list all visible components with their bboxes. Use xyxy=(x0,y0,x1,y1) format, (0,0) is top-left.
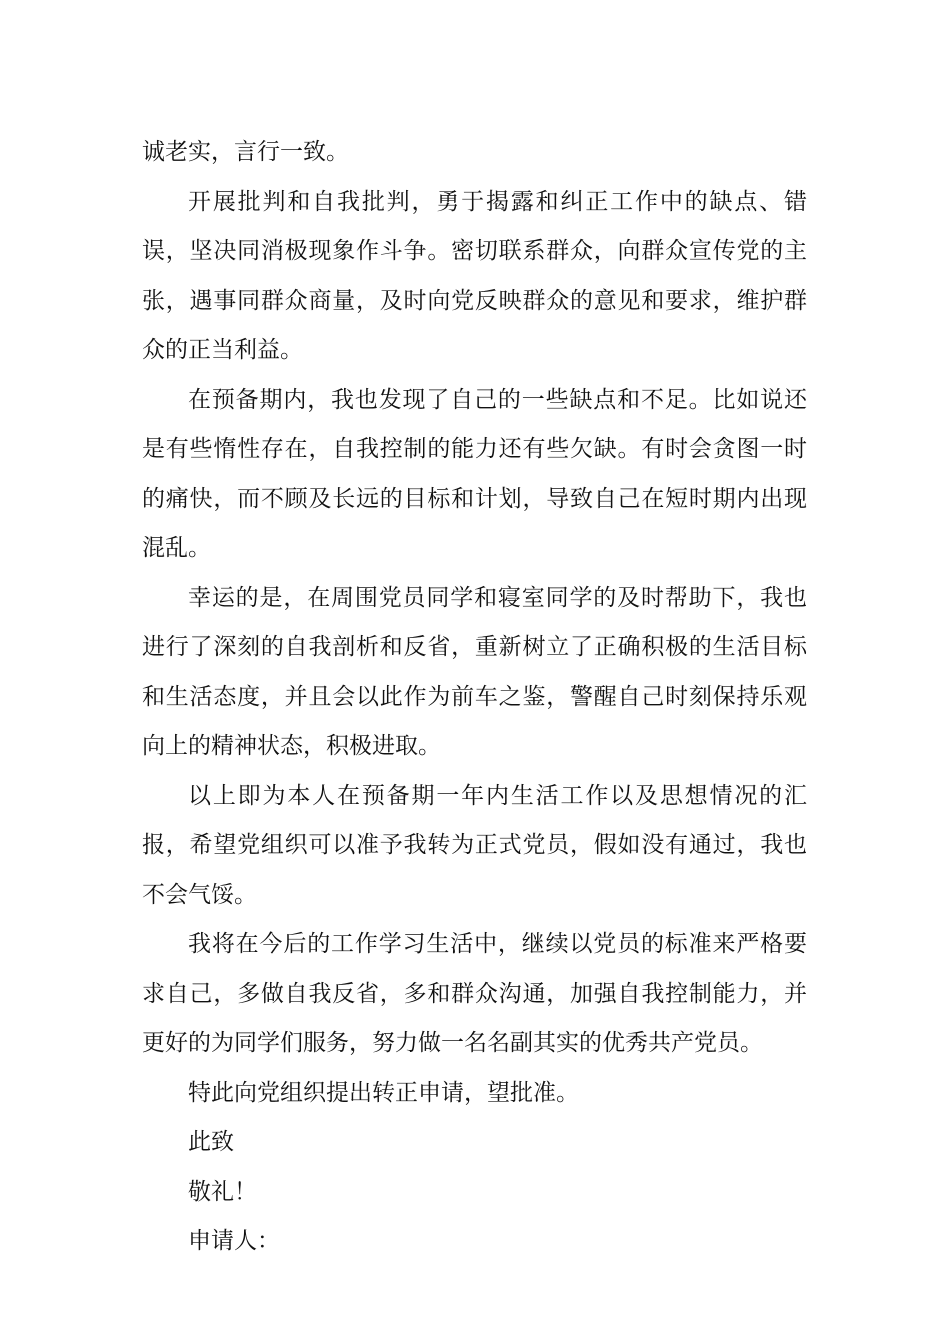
closing-regards: 敬礼！ xyxy=(188,1178,257,1205)
applicant-signature-line: 申请人： xyxy=(188,1228,280,1254)
paragraph-reflection: 幸运的是，在周围党员同学和寝室同学的及时帮助下，我也进行了深刻的自我剖析和反省，重新树立了正确积极的生活目标和生活态度，并且会以此作为前车之鉴，警醒自己时刻保持乐观向上的精神状态，积极进取。 xyxy=(142,584,807,759)
closing-salutation: 此致 xyxy=(188,1129,234,1155)
paragraph-shortcomings: 在预备期内，我也发现了自己的一些缺点和不足。比如说还是有些惰性存在，自我控制的能力还有些欠缺。有时会贪图一时的痛快，而不顾及长远的目标和计划，导致自己在短时期内出现混乱。 xyxy=(142,386,807,561)
paragraph-criticism: 开展批判和自我批判，勇于揭露和纠正工作中的缺点、错误，坚决同消极现象作斗争。密切联系群众，向群众宣传党的主张，遇事同群众商量，及时向党反映群众的意见和要求，维护群众的正当利益。 xyxy=(142,188,807,363)
document-body xyxy=(142,128,807,1267)
paragraph-summary: 以上即为本人在预备期一年内生活工作以及思想情况的汇报，希望党组织可以准予我转为正式党员，假如没有通过，我也不会气馁。 xyxy=(142,782,807,908)
paragraph-continued: 诚老实，言行一致。 xyxy=(142,139,349,165)
paragraph-commitment: 我将在今后的工作学习生活中，继续以党员的标准来严格要求自己，多做自我反省，多和群众沟通，加强自我控制能力，并更好的为同学们服务，努力做一名名副其实的优秀共产党员。 xyxy=(142,931,807,1056)
paragraph-request: 特此向党组织提出转正申请，望批准。 xyxy=(188,1079,579,1106)
